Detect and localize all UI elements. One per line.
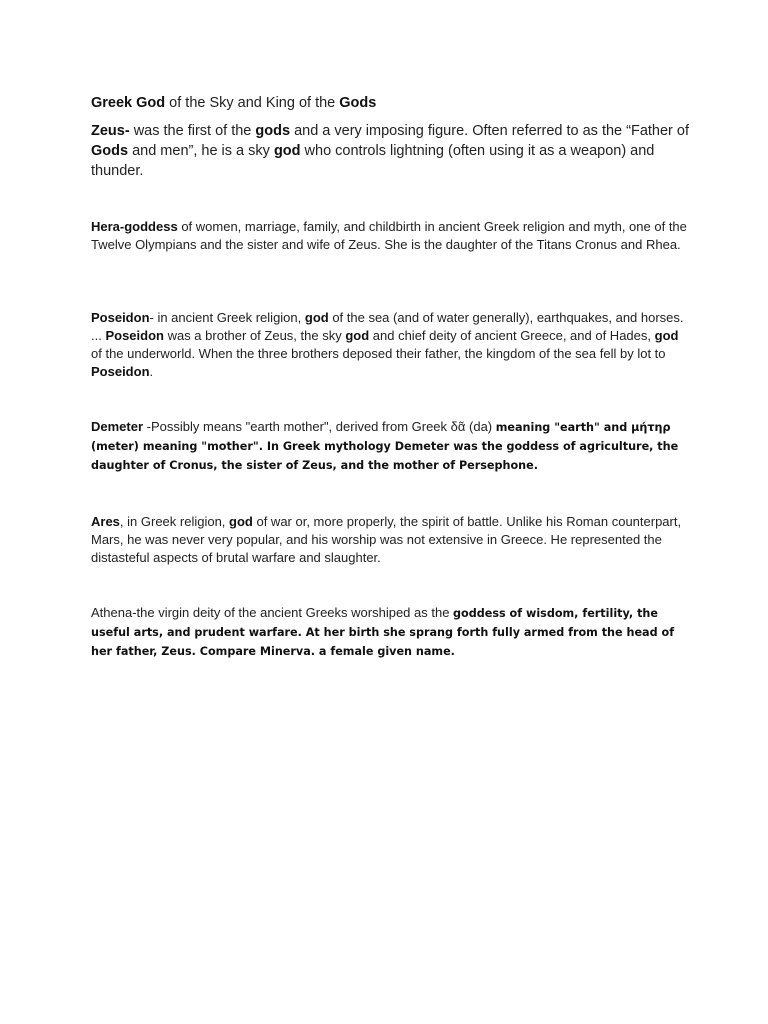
zeus-text-2: and a very imposing figure. Often referred to as the “Father of (290, 123, 689, 139)
paragraph-poseidon (91, 309, 691, 381)
zeus-text-3: and men”, he is a sky (128, 143, 274, 159)
zeus-text-4: who controls lightning (often using it as a weapon) and thunder. (91, 143, 655, 179)
athena-text: Athena-the virgin deity of the ancient Greeks worshiped as the (91, 605, 454, 620)
term-demeter: Demeter (91, 419, 144, 434)
ares-text-1: , in Greek religion, (119, 514, 230, 529)
paragraph-demeter (91, 418, 691, 475)
demeter-text: -Possibly means "earth mother", derived from Greek δᾶ (da) (143, 419, 496, 434)
poseidon-bold-god-3: god (654, 328, 679, 343)
term-hera: Hera-goddess (91, 219, 178, 234)
title-bold-greek-god: Greek God (91, 95, 166, 111)
hera-text: of women, marriage, family, and childbirth in ancient Greek religion and myth, one of the Twelve Olympians and the sister and wife of Zeus. She is the daughter of the Titans Cronus and Rhea. (91, 219, 687, 252)
zeus-bold-god: god (273, 143, 301, 159)
poseidon-bold-name-2: Poseidon (105, 328, 164, 343)
poseidon-text-2: of the sea (and of water generally), earthquakes, and horses. ... (91, 310, 684, 343)
demeter-bold-passage: meaning "earth" and μήτηρ (meter) meaning "mother". In Greek mythology Demeter was the goddess of agriculture, the daughter of Cronus, the sister of Zeus, and the mother of Persephone. (91, 421, 679, 472)
poseidon-text-3: was a brother of Zeus, the sky (163, 328, 346, 343)
paragraph-zeus (91, 121, 691, 181)
zeus-bold-gods: gods (255, 123, 291, 139)
paragraph-ares (91, 513, 691, 567)
term-ares: Ares (91, 514, 120, 529)
poseidon-text-1: - in ancient Greek religion, (149, 310, 305, 325)
term-poseidon: Poseidon (91, 310, 150, 325)
paragraph-hera (91, 218, 691, 254)
athena-bold-passage: goddess of wisdom, fertility, the useful arts, and prudent warfare. At her birth she sprang forth fully armed from the head of her father, Zeus. Compare Minerva. a female given name. (91, 607, 675, 658)
zeus-text-1: was the first of the (129, 123, 256, 139)
poseidon-bold-god-1: god (304, 310, 329, 325)
paragraph-athena (91, 604, 691, 661)
zeus-bold-gods-2: Gods (91, 143, 129, 159)
document-title (91, 93, 691, 113)
term-zeus: Zeus- (91, 123, 130, 139)
poseidon-bold-god-2: god (345, 328, 370, 343)
poseidon-text-6: . (149, 364, 154, 379)
title-bold-gods: Gods (339, 95, 377, 111)
ares-text-2: of war or, more properly, the spirit of battle. Unlike his Roman counterpart, Mars, he was never very popular, and his worship was not extensive in Greece. He represented the distasteful aspects of brutal warfare and slaughter. (91, 514, 682, 565)
title-text: of the Sky and King of the (165, 95, 340, 111)
poseidon-text-5: of the underworld. When the three brothers deposed their father, the kingdom of the sea fell by lot to (91, 346, 666, 361)
poseidon-bold-name-3: Poseidon (91, 364, 150, 379)
poseidon-text-4: and chief deity of ancient Greece, and of Hades, (369, 328, 655, 343)
ares-bold-god: god (229, 514, 253, 529)
